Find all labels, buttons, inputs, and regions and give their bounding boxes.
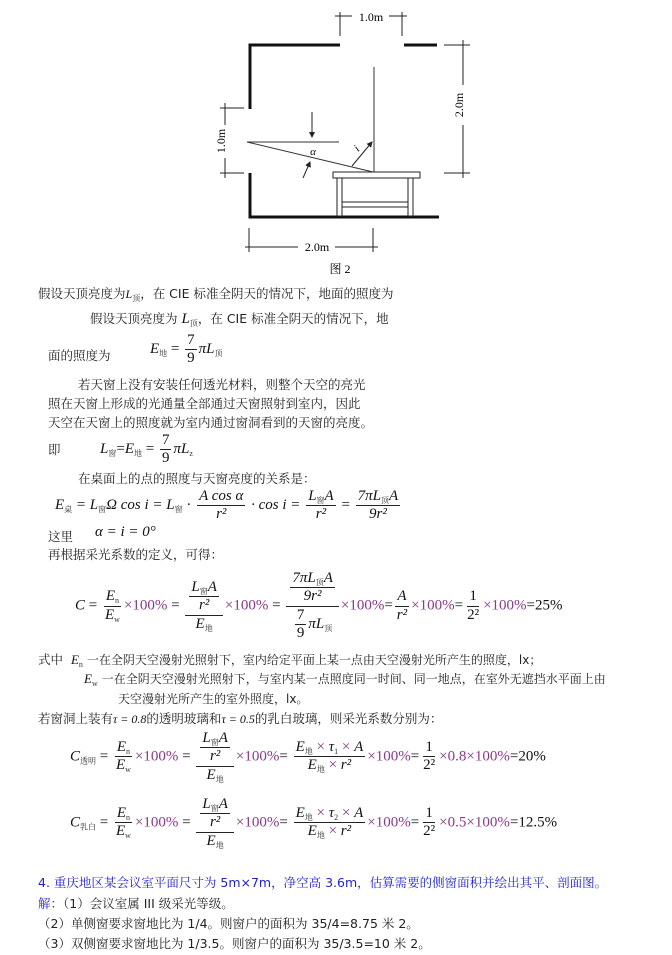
text: 若窗洞上装有 <box>38 711 114 726</box>
dim-right-label: 2.0m <box>452 92 466 118</box>
def-w-text-2: 天空漫射光所产生的室外照度，lx。 <box>118 692 309 706</box>
figure-caption: 图 2 <box>329 262 351 276</box>
text: 的乳白玻璃，则采光系数分别为： <box>254 711 443 726</box>
text: ，在 CIE 标准全阴天的情况下，地面的照度为 <box>140 286 394 301</box>
answer-2: （2）单侧窗要求窗地比为 1/4。则窗户的面积为 35/4=8.75 米 2。 <box>38 916 419 931</box>
answer-3: （3）双侧窗要求窗地比为 1/3.5。则窗户的面积为 35/3.5=10 米 2。 <box>38 936 431 951</box>
para-ground-label: 面的照度为 <box>48 348 111 363</box>
question-4: 4. 重庆地区某会议室平面尺寸为 5m×7m，净空高 3.6m，估算需要的侧窗面积并绘出其平、剖面图。 <box>38 875 608 890</box>
symbol-En: $E_n$ <box>70 652 83 669</box>
dim-right <box>444 40 470 178</box>
def-w <box>84 670 606 688</box>
equation-desk-illuminance: $E_桌 = L_窗\Omega$ $\cos i = L_窗$ · $\frac{\text{A cos α}}{\text{r²}}$ · cos i = $\frac{L_窗A}{\text{r²}}$ = $\frac{7\pi L_顶A}{\text{9r²}}$ <box>55 488 399 523</box>
text: 假设天顶亮度为 <box>90 311 178 326</box>
answer-label: 解： <box>38 896 64 911</box>
para-zenith-1 <box>38 284 393 304</box>
tau-milky: τ = 0.5 <box>221 712 255 726</box>
equation-window-luminance: $L_窗=E_地$ = $\frac{7}{9}$ $\pi L_z$ <box>100 432 193 467</box>
text: 假设天顶亮度为 <box>38 286 126 301</box>
para-desk-relation: 在桌面上的点的照度与天窗亮度的关系是： <box>78 471 316 486</box>
equation-milky-glass: $C_{乳白}$ = $\frac{E_n}{E_w}$ ×100% = $\frac{\frac{L_窗A}{\text{r²}}}{E_地}$ ×100%= $\frac{E_地 \times \tau_2 \times A}{E_地 \times r^2}$ ×100%= $\frac{1}{\text{2²}}$ ×0.5×100%=12.5% <box>70 796 558 850</box>
answer-1-text: （1）会议室属 III 级采光等级。 <box>63 896 234 911</box>
symbol-Ew: $E_w$ <box>84 671 98 688</box>
equation-angles-zero: α = i = 0° <box>95 524 156 540</box>
equation-daylight-factor: C = $\frac{E_n}{E_w}$ ×100% = $\frac{\frac{L_窗A}{\text{r²}}}{E_地}$ ×100% = $\frac{7\pi L_顶A}{\text{9r²}}$ $\frac{7}{9}$ $\pi L_顶$ ×100%= $\frac{A}{\text{r²}}$ ×100%= $\frac{1}{\text{2²}}$ ×100%=25% <box>75 570 563 641</box>
eq2-label: 即 <box>48 442 61 457</box>
angle-i-label: i <box>351 143 363 155</box>
dim-bottom <box>245 228 378 254</box>
para-definition: 再根据采光系数的定义，可得： <box>48 547 224 562</box>
def-n <box>38 650 541 669</box>
dim-top <box>335 10 407 36</box>
para-skylight-3: 天空在天窗上的照度就为室内通过窗洞看到的天窗的亮度。 <box>48 415 374 430</box>
def-label: 式中 <box>38 652 64 667</box>
para-here-label: 这里 <box>48 529 74 544</box>
equation-ground-illuminance: $E_地$ = $\frac{7}{9}$ $\pi L_顶$ <box>150 332 223 367</box>
dim-left-label: 1.0m <box>214 128 228 154</box>
answer-1 <box>38 894 234 912</box>
symbol: $L_顶$ <box>181 311 198 328</box>
symbol: $L_顶$ <box>125 287 141 303</box>
text: ，在 CIE 标准全阴天的情况下，地 <box>197 311 389 326</box>
para-glass <box>38 709 442 727</box>
def-n-text: 一在全阴天空漫射光照射下，室内给定平面上某一点由天空漫射光所产生的照度，lx； <box>86 653 542 667</box>
text: 的透明玻璃和 <box>146 711 222 726</box>
para-skylight-1: 若天窗上没有安装任何透光材料，则整个天空的亮光 <box>78 377 366 392</box>
wall-left-top <box>250 45 340 109</box>
section-figure <box>200 0 500 280</box>
dim-top-label: 1.0m <box>358 10 384 24</box>
dim-left <box>214 103 244 178</box>
arrow-alpha-bottom <box>303 162 310 178</box>
dim-bottom-label: 2.0m <box>304 240 330 254</box>
tau-clear: τ = 0.8 <box>113 712 147 726</box>
angle-alpha-label: α <box>310 146 316 158</box>
table-top <box>333 172 420 178</box>
def-w-text: 一在全阴天空漫射光照射下，与室内某一点照度同一时间、同一地点，在室外无遮挡水平面上由 <box>101 672 606 686</box>
table-leg-right <box>408 178 413 216</box>
para-zenith-2 <box>90 309 389 329</box>
equation-clear-glass: $C_{透明}$ = $\frac{E_n}{E_w}$ ×100% = $\frac{\frac{L_窗A}{\text{r²}}}{E_地}$ ×100%= $\frac{E_地 \times \tau_1 \times A}{E_地 \times r^2}$ ×100%= $\frac{1}{\text{2²}}$ ×0.8×100%=20% <box>70 730 546 784</box>
para-skylight-2: 照在天窗上形成的光通量全部通过天窗照射到室内，因此 <box>48 396 361 411</box>
table-leg-left <box>337 178 342 216</box>
